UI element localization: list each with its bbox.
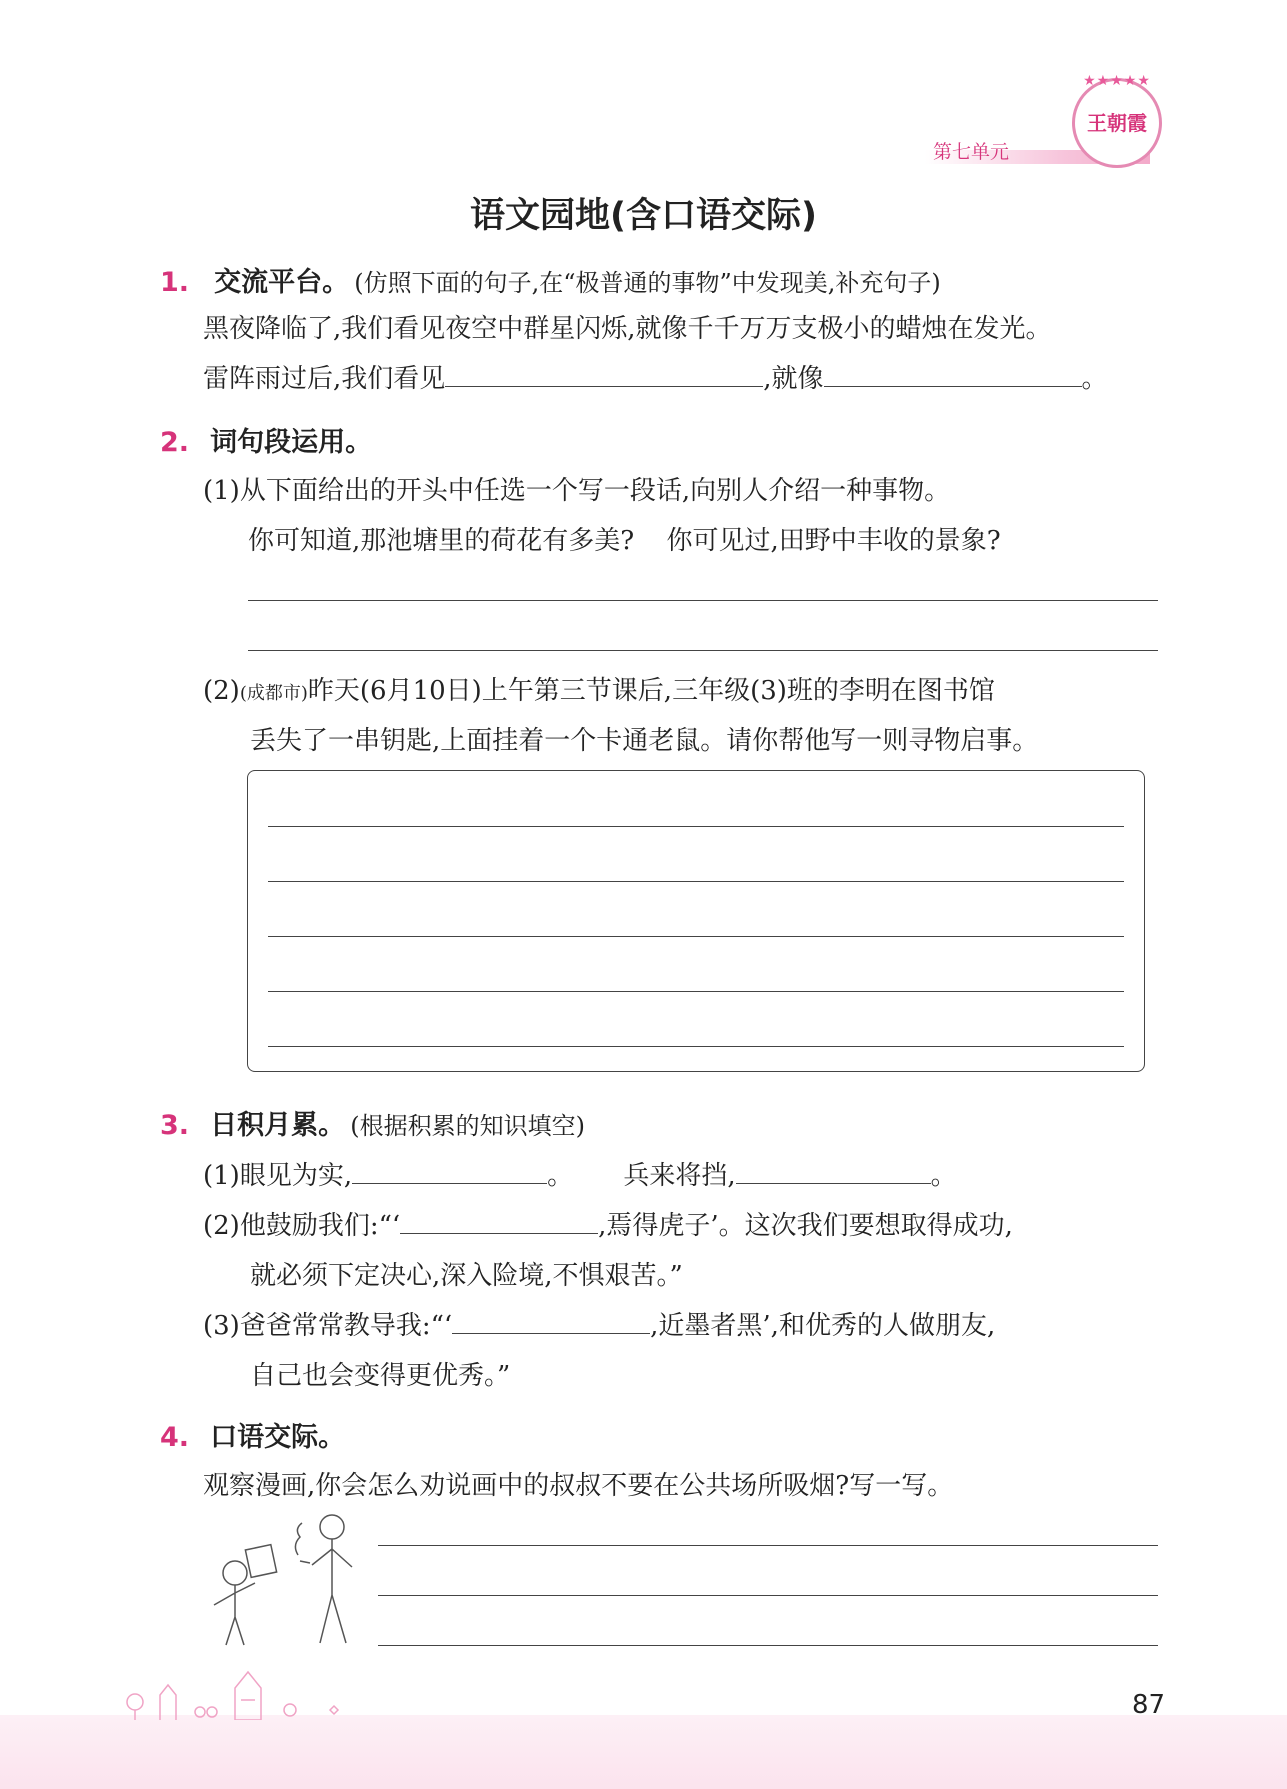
q2-p1-text: 从下面给出的开头中任选一个写一段话,向别人介绍一种事物。: [239, 476, 951, 506]
q4-answer-line-2[interactable]: [378, 1595, 1158, 1596]
q1-hint: (仿照下面的句子,在“极普通的事物”中发现美,补充句子): [354, 269, 941, 297]
q2-box-line-1[interactable]: [268, 826, 1124, 827]
q1-fill-c: 。: [1081, 364, 1108, 394]
q2-p1-options: [248, 520, 1001, 557]
q2-p2-label: (2): [203, 676, 240, 706]
q1-fill-a: 雷阵雨过后,我们看见: [203, 364, 446, 394]
q1-fill-b: ,就像: [763, 364, 824, 394]
q2-p2-city: (成都市): [239, 683, 308, 704]
man-body: [312, 1539, 352, 1643]
q4-answer-line-3[interactable]: [378, 1645, 1158, 1646]
q1-fill-sentence: [203, 358, 1108, 395]
q2-p2: [203, 670, 995, 707]
child-head: [223, 1561, 247, 1585]
logo-badge: [1072, 73, 1162, 168]
q2-box-line-5[interactable]: [268, 1046, 1124, 1047]
q3-item1: [203, 1155, 957, 1192]
q3-item3: [203, 1305, 995, 1342]
q4-cartoon-illustration: [200, 1505, 370, 1655]
q3-item2-a: (2)他鼓励我们:“‘: [203, 1211, 401, 1241]
q3-item2-c: 就必须下定决心,深入险境,不惧艰苦。”: [250, 1261, 683, 1291]
logo-text: 王朝霞: [1087, 111, 1147, 135]
q3-item3-a: (3)爸爸常常教导我:“‘: [203, 1311, 453, 1341]
q2-title: 词句段运用。: [210, 427, 373, 458]
q2-p1-answer-line-1[interactable]: [248, 600, 1158, 601]
q1-blank-2[interactable]: [824, 360, 1082, 387]
q2-header: [160, 420, 372, 459]
q3-item1-c: 兵来将挡,: [623, 1161, 736, 1191]
q3-hint: (根据积累的知识填空): [350, 1112, 585, 1140]
q2-p2-line2: 丢失了一串钥匙,上面挂着一个卡通老鼠。请你帮他写一则寻物启事。: [250, 726, 1039, 756]
q3-item1-blank-1[interactable]: [352, 1157, 547, 1184]
q2-box-line-3[interactable]: [268, 936, 1124, 937]
q1-blank-1[interactable]: [445, 360, 763, 387]
q1-number: 1.: [160, 267, 190, 298]
q2-number: 2.: [160, 427, 190, 458]
q4-title: 口语交际。: [210, 1422, 346, 1453]
q3-item3-b: ,近墨者黑’,和优秀的人做朋友,: [650, 1311, 996, 1341]
q4-prompt: 观察漫画,你会怎么劝说画中的叔叔不要在公共场所吸烟?写一写。: [203, 1471, 954, 1501]
child-sign: [245, 1545, 276, 1578]
q2-p1-label: (1): [203, 476, 240, 506]
footer-decoration-icon: [120, 1650, 400, 1720]
q3-item3-blank[interactable]: [452, 1307, 650, 1334]
cigarette-smoke: [295, 1523, 310, 1563]
q2-p1-option-a: 你可知道,那池塘里的荷花有多美?: [248, 526, 635, 556]
q4-header: [160, 1415, 345, 1454]
q2-box-line-2[interactable]: [268, 881, 1124, 882]
footer-band: [0, 1715, 1287, 1789]
q3-item1-b: 。: [547, 1161, 574, 1191]
q2-p1-option-b: 你可见过,田野中丰收的景象?: [666, 526, 1001, 556]
page-title: 语文园地(含口语交际): [470, 196, 817, 236]
q3-header: [160, 1103, 585, 1142]
q3-item1-d: 。: [930, 1161, 957, 1191]
q1-header: [160, 260, 941, 299]
q2-p1: [203, 470, 950, 507]
q2-answer-box: [247, 770, 1145, 1072]
unit-label: 第七单元: [933, 141, 1010, 163]
q3-item3-c: 自己也会变得更优秀。”: [250, 1361, 511, 1391]
child-body: [214, 1583, 255, 1645]
q3-number: 3.: [160, 1110, 190, 1141]
q3-title: 日积月累。: [210, 1110, 346, 1141]
star-icon-row: ★★★★★: [1083, 73, 1151, 89]
q3-item2: [203, 1205, 1013, 1242]
q1-title: 交流平台。: [214, 267, 350, 298]
q2-p1-answer-line-2[interactable]: [248, 650, 1158, 651]
q4-number: 4.: [160, 1422, 190, 1453]
q3-item1-a: (1)眼见为实,: [203, 1161, 353, 1191]
q3-item1-blank-2[interactable]: [736, 1157, 931, 1184]
q3-item2-blank[interactable]: [400, 1207, 598, 1234]
q4-answer-line-1[interactable]: [378, 1545, 1158, 1546]
q1-example: 黑夜降临了,我们看见夜空中群星闪烁,就像千千万万支极小的蜡烛在发光。: [203, 314, 1052, 344]
q2-box-line-4[interactable]: [268, 991, 1124, 992]
man-head: [320, 1515, 344, 1539]
q2-p2-line1: 昨天(6月10日)上午第三节课后,三年级(3)班的李明在图书馆: [307, 676, 995, 706]
page-number: 87: [1132, 1690, 1166, 1720]
q3-item2-b: ,焉得虎子’。这次我们要想取得成功,: [598, 1211, 1013, 1241]
